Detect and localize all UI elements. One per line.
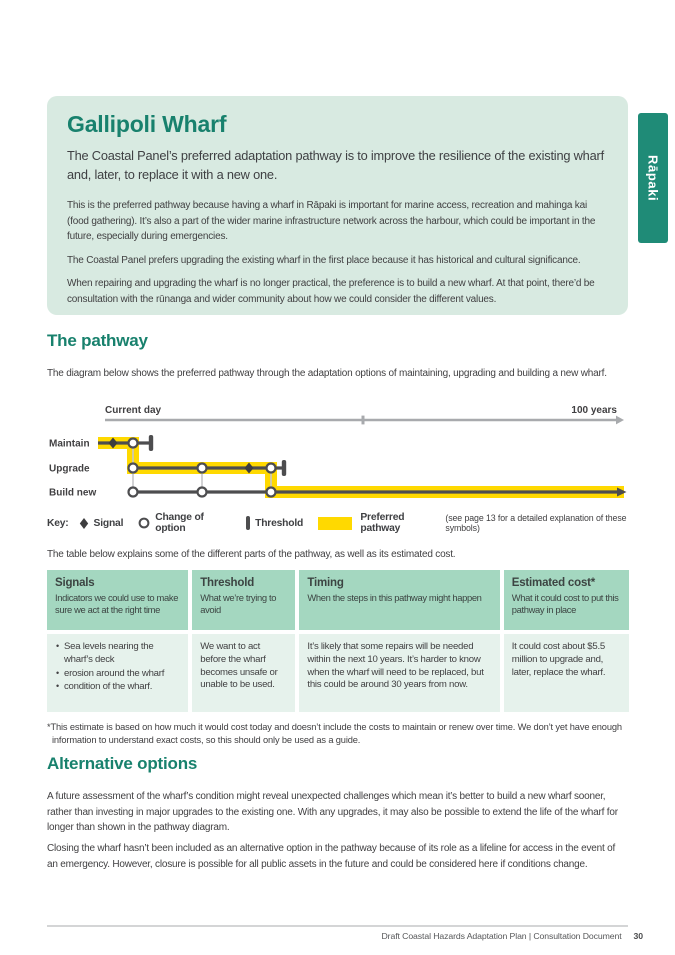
pathway-diagram (47, 398, 629, 510)
preferred-pathway-swatch (318, 517, 352, 530)
key-note: (see page 13 for a detailed explanation of these symbols) (445, 513, 627, 533)
timeline-arrowhead-icon (616, 416, 624, 425)
footer-document-title: Draft Coastal Hazards Adaptation Plan | Consultation Document (381, 931, 622, 941)
diagram-key (47, 512, 647, 534)
timeline-end-label: 100 years (571, 405, 617, 416)
alternative-paragraph: Closing the wharf hasn’t been included as an alternative option in the pathway because of its role as a lifeline for access in the event of an emergency. However, closure is possible for all public assets in the future and could be considered here if conditions change. (47, 843, 616, 870)
row-labels (49, 439, 96, 499)
footer-rule (47, 925, 628, 927)
threshold-icon (246, 516, 251, 530)
column-subtitle: Indicators we could use to make sure we act at the right time (55, 592, 179, 616)
column-title: Threshold (200, 577, 255, 589)
section-tab-rapaki (638, 113, 668, 243)
pathway-intro: The diagram below shows the preferred pathway through the adaptation options of maintaining, upgrading and building a new wharf. (47, 368, 607, 379)
intro-paragraph: When repairing and upgrading the wharf is no longer practical, the preference is to build a new wharf. At that point, there’d be consultation with the rūnanga and wider community about how we could consider the different values. (67, 278, 595, 305)
signal-icon (79, 517, 89, 530)
key-label: Key: (47, 517, 69, 529)
list-item: • Sea levels nearing the wharf’s deck (55, 641, 180, 667)
column-title: Timing (307, 577, 344, 589)
alternative-paragraph: A future assessment of the wharf’s condition might reveal unexpected challenges which mean it’s better to build a new wharf sooner, rather than investing in major upgrades to the existing one. With any upgrades, it may also be possible to extend the life of the wharf for longer than shown in the pathway diagram. (47, 791, 618, 833)
table-cell-estimated-cost: It could cost about $5.5 million to upgrade and, later, replace the wharf. (504, 634, 629, 712)
key-preferred-pathway-label: Preferred pathway (360, 512, 405, 534)
list-item: • erosion around the wharf (55, 668, 180, 681)
intro-paragraph: This is the preferred pathway because having a wharf in Rāpaki is important for marine access, recreation and mahinga kai (food gathering). It’s also a part of the wider marine infrastructure network across the harbour, which could be important in the future, especially during emergencies. (67, 200, 596, 243)
timeline-start-label: Current day (105, 405, 162, 416)
cost-footnote: *This estimate is based on how much it would cost today and doesn’t include the costs to maintain or renew over time. We don’t yet have enough information to understand exact costs, so this should only be used as a guide. (47, 722, 622, 746)
row-label-upgrade: Upgrade (49, 463, 90, 475)
table-header-timing (299, 570, 499, 630)
threshold-marker-maintain (149, 435, 153, 451)
footer-page-number: 30 (633, 931, 643, 941)
table-cell-timing: It’s likely that some repairs will be needed within the next 10 years. It’s harder to know when the wharf will need to be replaced, but this could be around 30 years from now. (299, 634, 499, 712)
row-label-build-new: Build new (49, 487, 97, 499)
table-header-estimated-cost (504, 570, 629, 630)
footer (382, 931, 644, 941)
signals-list (55, 641, 180, 694)
pathway-heading: The pathway (47, 331, 148, 350)
intro-paragraph: The Coastal Panel prefers upgrading the existing wharf in the first place because it has historical and cultural significance. (67, 254, 581, 266)
table-header-signals (47, 570, 188, 630)
timeline (105, 405, 624, 424)
column-subtitle: When the steps in this pathway might happen (307, 592, 482, 603)
key-signal-label: Signal (93, 517, 124, 529)
intro-lead: The Coastal Panel’s preferred adaptation pathway is to improve the resilience of the existing wharf and, later, to replace it with a new one. (67, 148, 604, 182)
table-cell-threshold: We want to act before the wharf becomes unsafe or unable to be used. (192, 634, 295, 712)
intro-box (47, 96, 628, 315)
page-title: Gallipoli Wharf (67, 111, 227, 137)
option-lines (98, 443, 618, 492)
key-change-of-option-label: Change of option (155, 512, 204, 534)
alternative-options-heading: Alternative options (47, 754, 198, 773)
column-title: Signals (55, 577, 95, 589)
column-title: Estimated cost* (511, 577, 596, 589)
table-header-threshold (192, 570, 295, 630)
section-tab-label: Rāpaki (645, 154, 661, 202)
key-threshold-label: Threshold (255, 517, 304, 529)
change-of-option-icon (138, 517, 150, 529)
table-cell-signals (47, 634, 188, 712)
threshold-marker-upgrade (282, 460, 286, 476)
pathway-table (47, 570, 629, 712)
table-intro: The table below explains some of the different parts of the pathway, as well as its estimated cost. (47, 549, 456, 560)
column-subtitle: What we’re trying to avoid (200, 592, 277, 616)
row-label-maintain: Maintain (49, 438, 90, 450)
timeline-mid-tick (362, 416, 365, 425)
column-subtitle: What it could cost to put this pathway in place (511, 592, 619, 616)
list-item: • condition of the wharf. (55, 681, 180, 694)
